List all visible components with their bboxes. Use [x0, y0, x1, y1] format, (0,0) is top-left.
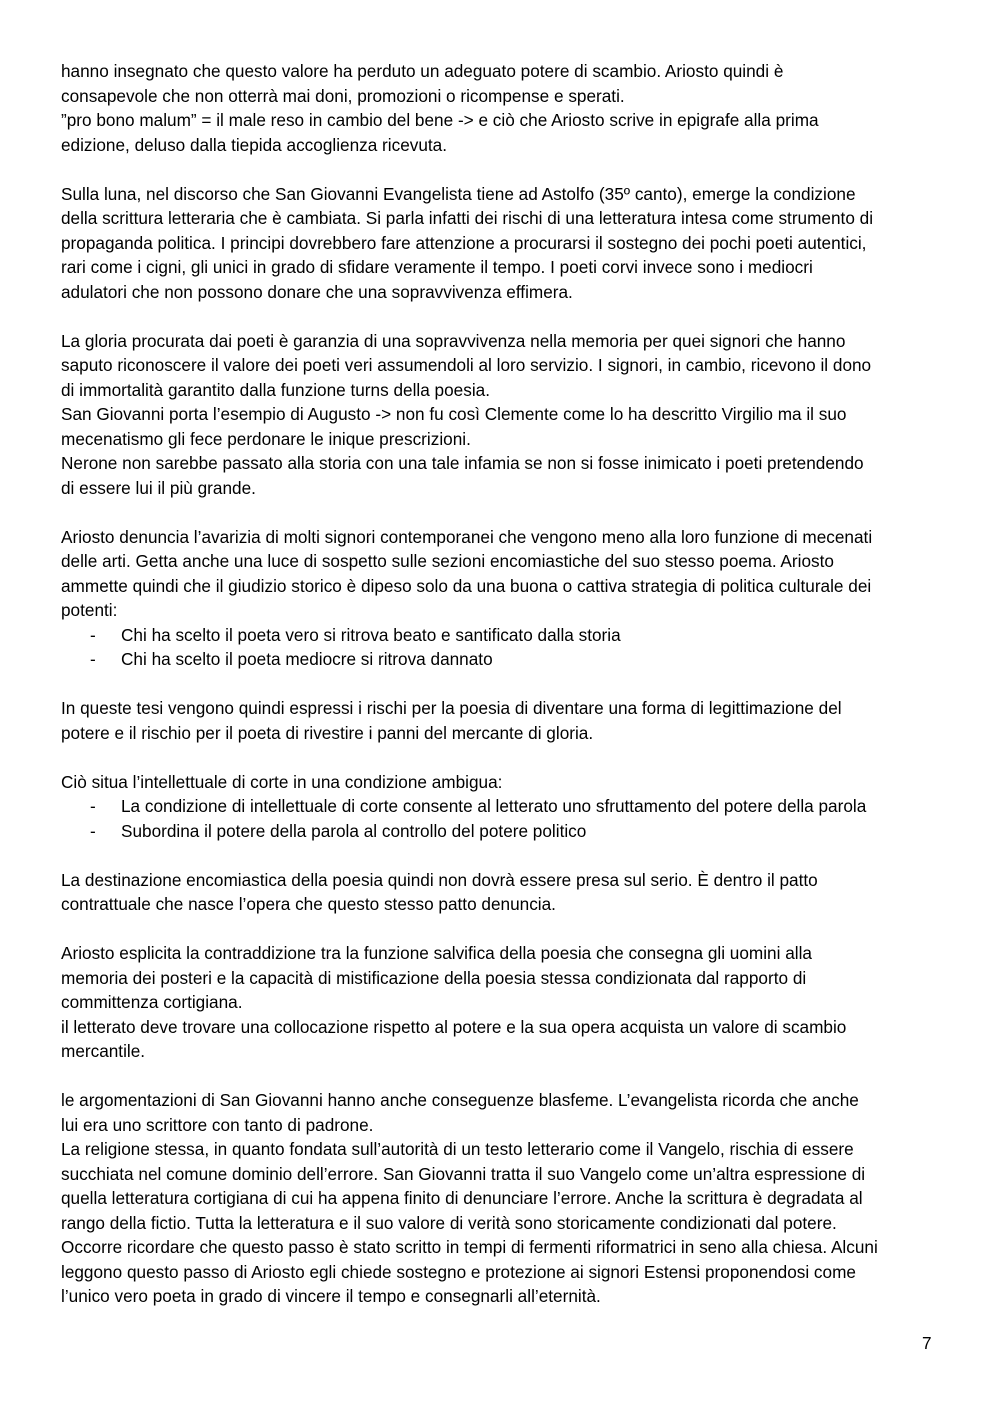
paragraph	[61, 770, 941, 844]
bullet-text: Subordina il potere della parola al controllo del potere politico	[121, 820, 587, 841]
paragraph	[61, 525, 941, 672]
bullet-marker: -	[90, 796, 96, 816]
text-line: ammette quindi che il giudizio storico è dipeso solo da una buona o cattiva strategia di politica culturale dei	[61, 575, 872, 596]
text-line: San Giovanni porta l’esempio di Augusto -> non fu così Clemente come lo ha descritto Virgilio ma il suo	[61, 404, 847, 424]
paragraph-gap	[61, 1064, 941, 1089]
text-line: Ariosto denuncia l’avarizia di molti signori contemporanei che vengono meno alla loro funzione di mecenati	[61, 526, 873, 547]
text-line: di immortalità garantito dalla funzione turns della poesia.	[61, 379, 490, 400]
paragraph	[61, 59, 941, 157]
paragraph-gap	[61, 304, 941, 329]
paragraph	[61, 941, 941, 1064]
text-line: Nerone non sarebbe passato alla storia con una tale infamia se non si fosse inimicato i poeti pretendendo	[61, 453, 864, 473]
text-line: ”pro bono malum” = il male reso in cambio del bene -> e ciò che Ariosto scrive in epigrafe alla prima	[61, 110, 819, 130]
text-line: quella letteratura cortigiana di cui ha appena finito di denunciare l’errore. Anche la scrittura è degradata al	[61, 1188, 863, 1208]
bullet-item	[61, 794, 941, 819]
bullet-item	[61, 647, 941, 672]
bullet-text: Chi ha scelto il poeta mediocre si ritrova dannato	[121, 649, 493, 669]
text-line: mercantile.	[61, 1041, 146, 1061]
bullet-text: La condizione di intellettuale di corte consente al letterato uno sfruttamento del potere della parola	[121, 796, 867, 816]
text-line: leggono questo passo di Ariosto egli chiede sostegno e protezione ai signori Estensi proponendosi come	[61, 1261, 856, 1282]
document-body	[61, 59, 941, 1309]
text-line: Occorre ricordare che questo passo è stato scritto in tempi di fermenti riformatrici in seno alla chiesa. Alcuni	[61, 1237, 878, 1257]
text-line: In queste tesi vengono quindi espressi i rischi per la poesia di diventare una forma di legittimazione del	[61, 698, 842, 718]
bullet-marker: -	[90, 624, 96, 645]
text-line: l’unico vero poeta in grado di vincere il tempo e consegnarli all’eternità.	[61, 1286, 601, 1306]
bullet-list	[61, 794, 941, 843]
text-line: hanno insegnato che questo valore ha perduto un adeguato potere di scambio. Ariosto quindi è	[61, 61, 784, 81]
paragraph	[61, 329, 941, 501]
text-line: Ariosto esplicita la contraddizione tra la funzione salvifica della poesia che consegna gli uomini alla	[61, 943, 812, 963]
text-line: edizione, deluso dalla tiepida accoglienza ricevuta.	[61, 134, 448, 155]
paragraph	[61, 868, 941, 917]
text-line: propaganda politica. I principi dovrebbero fare attenzione a procurarsi il sostegno dei pochi poeti autentici,	[61, 232, 867, 253]
text-line: potere e il rischio per il poeta di rivestire i panni del mercante di gloria.	[61, 722, 594, 743]
text-line: lui era uno scrittore con tanto di padrone.	[61, 1114, 374, 1135]
text-line: saputo riconoscere il valore dei poeti veri assumendoli al loro servizio. I signori, in cambio, ricevono il dono	[61, 355, 872, 375]
text-line: adulatori che non possono donare che una sopravvivenza effimera.	[61, 281, 573, 302]
paragraph	[61, 696, 941, 745]
text-line: succhiata nel comune dominio dell’errore. San Giovanni tratta il suo Vangelo come un’altra espressione di	[61, 1163, 866, 1184]
text-line: contrattuale che nasce l’opera che questo stesso patto denuncia.	[61, 894, 556, 914]
paragraph-gap	[61, 672, 941, 697]
bullet-marker: -	[90, 820, 96, 841]
text-line: La religione stessa, in quanto fondata sull’autorità di un testo letterario come il Vangelo, rischia di essere	[61, 1139, 854, 1159]
paragraph-gap	[61, 745, 941, 770]
text-line: memoria dei posteri e la capacità di mistificazione della poesia stessa condizionata dal rapporto di	[61, 967, 807, 988]
bullet-list	[61, 623, 941, 672]
paragraph-gap	[61, 917, 941, 942]
text-line: le argomentazioni di San Giovanni hanno anche conseguenze blasfeme. L’evangelista ricorda che anche	[61, 1090, 859, 1110]
text-line: il letterato deve trovare una collocazione rispetto al potere e la sua opera acquista un valore di scambio	[61, 1016, 847, 1037]
text-line: rango della fictio. Tutta la letteratura e il suo valore di verità sono storicamente condizionati dal potere.	[61, 1212, 837, 1233]
text-line: di essere lui il più grande.	[61, 477, 256, 498]
text-line: Ciò situa l’intellettuale di corte in una condizione ambigua:	[61, 771, 503, 792]
text-line: consapevole che non otterrà mai doni, promozioni o ricompense e sperati.	[61, 85, 625, 106]
page-number: 7	[922, 1333, 932, 1353]
bullet-text: Chi ha scelto il poeta vero si ritrova beato e santificato dalla storia	[121, 624, 621, 645]
bullet-marker: -	[90, 649, 96, 669]
text-line: delle arti. Getta anche una luce di sospetto sulle sezioni encomiastiche del suo stesso poema. Ariosto	[61, 551, 834, 571]
paragraph-gap	[61, 500, 941, 525]
paragraph	[61, 182, 941, 305]
paragraph-gap	[61, 843, 941, 868]
text-line: rari come i cigni, gli unici in grado di sfidare veramente il tempo. I poeti corvi invece sono i mediocri	[61, 257, 813, 277]
text-line: Sulla luna, nel discorso che San Giovanni Evangelista tiene ad Astolfo (35º canto), emerge la condizione	[61, 183, 856, 204]
text-line: La gloria procurata dai poeti è garanzia di una sopravvivenza nella memoria per quei signori che hanno	[61, 330, 846, 351]
bullet-item	[61, 819, 941, 844]
bullet-item	[61, 623, 941, 648]
text-line: committenza cortigiana.	[61, 992, 243, 1012]
paragraph	[61, 1088, 941, 1309]
text-line: La destinazione encomiastica della poesia quindi non dovrà essere presa sul serio. È dentro il patto	[61, 869, 818, 890]
text-line: mecenatismo gli fece perdonare le inique prescrizioni.	[61, 428, 471, 449]
text-line: della scrittura letteraria che è cambiata. Si parla infatti dei rischi di una letteratura intesa come strumento di	[61, 208, 874, 228]
text-line: potenti:	[61, 600, 118, 620]
paragraph-gap	[61, 157, 941, 182]
